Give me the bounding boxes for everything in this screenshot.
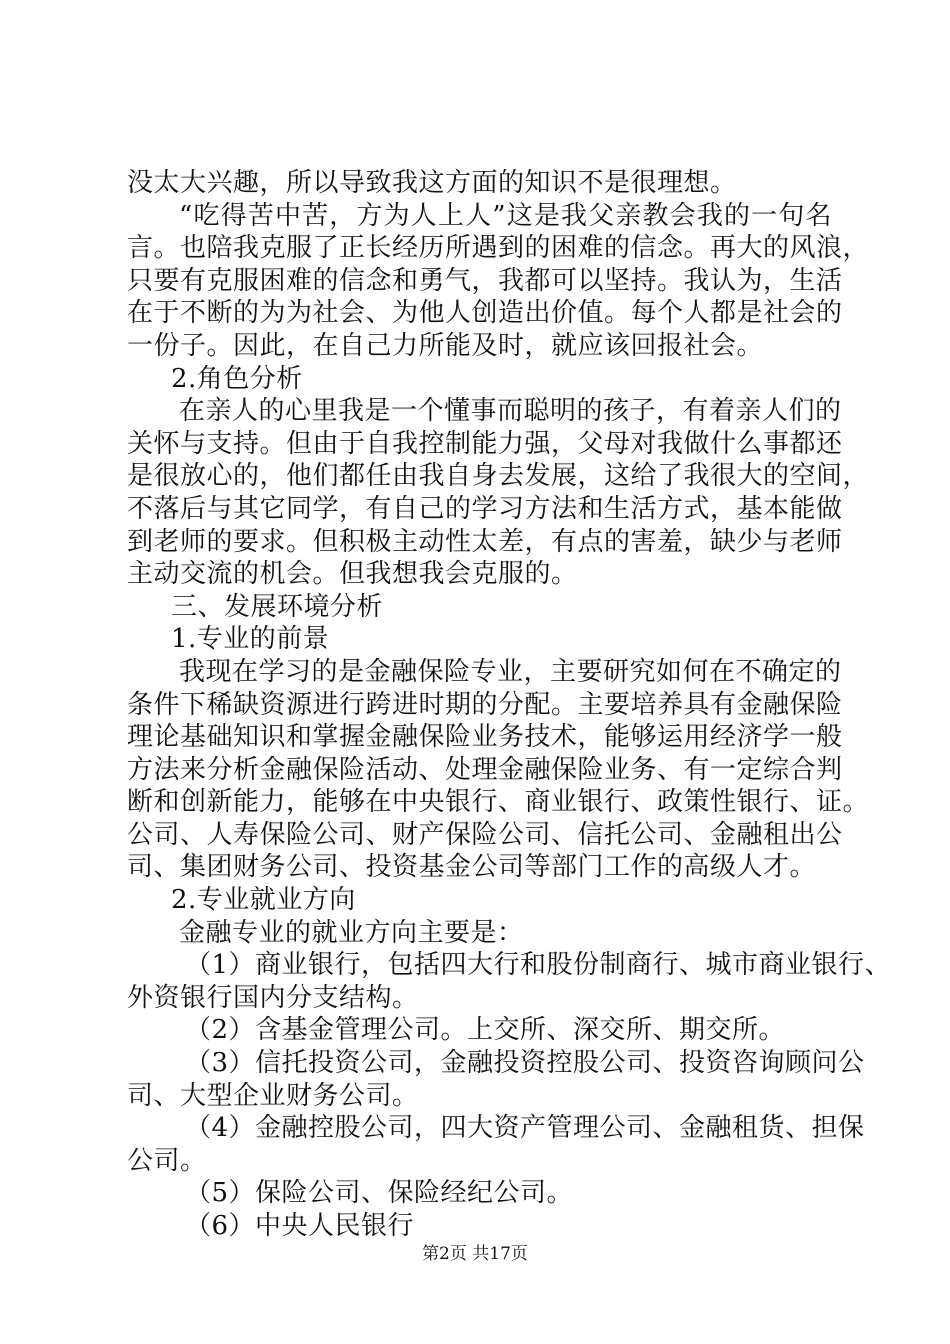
text-line: 理论基础知识和掌握金融保险业务技术，能够运用经济学一般 [127,722,843,753]
text-line: 只要有克服困难的信念和勇气，我都可以坚持。我认为，生活 [127,265,843,296]
text-line: 到老师的要求。但积极主动性太差，有点的害羞，缺少与老师 [127,526,843,557]
text-line: （4）金融控股公司，四大资产管理公司、金融租货、担保 [185,1113,865,1144]
text-line: “吃得苦中苦，方为人上人”这是我父亲教会我的一句名 [179,200,832,231]
text-line: （1）商业银行，包括四大行和股份制商行、城市商业银行、 [185,950,892,981]
text-line: （3）信托投资公司，金融投资控股公司、投资咨询顾问公 [185,1048,865,1079]
text-line: （2）含基金管理公司。上交所、深交所、期交所。 [185,1015,786,1046]
text-line: 三、发展环境分析 [171,591,384,622]
text-line: 没太大兴趣，所以导致我这方面的知识不是很理想。 [127,168,737,198]
text-line: 公司。 [127,1145,207,1176]
text-line: 我现在学习的是金融保险专业，主要研究如何在不确定的 [179,656,842,687]
text-line: 公司、人寿保险公司、财产保险公司、信托公司、金融租出公 [127,819,843,850]
text-line: 在于不断的为为社会、为他人创造出价值。每个人都是社会的 [127,298,843,329]
page-number-footer: 第2页 共17页 [422,1244,528,1264]
text-line: 在亲人的心里我是一个懂事而聪明的孩子，有着亲人们的 [179,396,842,427]
text-line: 主动交流的机会。但我想我会克服的。 [127,559,578,590]
text-line: 言。也陪我克服了正长经历所遇到的困难的信念。再大的风浪， [127,233,870,264]
text-line: 1.专业的前景 [171,624,330,655]
text-line: （5）保险公司、保险经纪公司。 [185,1178,574,1209]
document-body [127,167,892,1243]
text-line: 2.专业就业方向 [171,885,356,916]
text-line: （6）中央人民银行 [185,1211,415,1241]
text-line: 方法来分析金融保险活动、处理金融保险业务、有一定综合判 [127,754,843,785]
text-line: 条件下稀缺资源进行跨进时期的分配。主要培养具有金融保险 [127,689,843,720]
text-line: 不落后与其它同学，有自己的学习方法和生活方式，基本能做 [127,493,843,524]
text-line: 一份子。因此，在自己力所能及时，就应该回报社会。 [127,330,764,361]
text-line: 关怀与支持。但由于自我控制能力强，父母对我做什么事都还 [127,428,843,459]
text-line: 断和创新能力，能够在中央银行、商业银行、政策性银行、证。 [127,787,870,818]
text-line: 外资银行国内分支结构。 [127,982,419,1013]
text-line: 是很放心的，他们都任由我自身去发展，这给了我很大的空间， [127,461,870,492]
text-line: 金融专业的就业方向主要是： [179,917,524,948]
text-line: 司、大型企业财务公司。 [127,1080,419,1111]
text-line: 司、集团财务公司、投资基金公司等部门工作的高级人才。 [127,852,817,883]
text-line: 2.角色分析 [171,363,303,394]
